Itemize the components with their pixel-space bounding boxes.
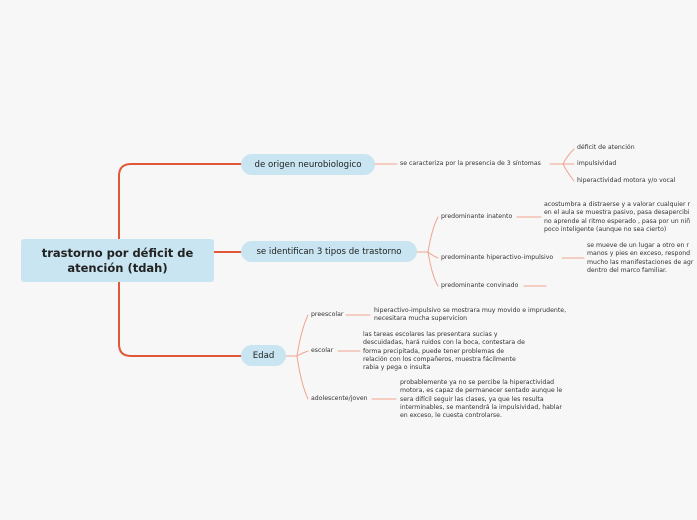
- edad-label[interactable]: adolescente/joven: [311, 395, 368, 402]
- desc-line: dentro del marco familiar.: [587, 266, 667, 274]
- desc-line: las tareas escolares las presentara sucias y: [363, 331, 498, 338]
- root-title-line-1: trastorno por déficit de: [41, 245, 194, 260]
- desc-line: interminables, se mantendrá la impulsividad, hablar: [400, 403, 562, 411]
- desc-line: acostumbra a distraerse y a valorar cualquier r: [544, 201, 691, 208]
- desc-line: manos y pies en exceso, respond: [587, 250, 691, 258]
- desc-line: probablemente ya no se percibe la hiperactividad: [400, 379, 555, 386]
- origen-subtopic[interactable]: se caracteriza por la presencia de 3 síntomas: [400, 160, 541, 167]
- desc-line: hiperactivo-impulsivo se mostrara muy movido e imprudente,: [374, 307, 567, 314]
- desc-line: poco inteligente (aunque no sea cierto): [544, 225, 667, 233]
- desc-line: sera difícil seguir las clases, ya que les resulta: [400, 395, 544, 403]
- branch-edad-label: Edad: [252, 350, 275, 361]
- edad-description[interactable]: [363, 331, 525, 372]
- desc-line: relación con los compañeros, muestra fácilmente: [363, 355, 516, 363]
- desc-line: necesitara mucha supervicion: [374, 315, 468, 323]
- edad-label[interactable]: escolar: [311, 347, 334, 354]
- edad-label[interactable]: preescolar: [311, 311, 344, 318]
- desc-line: forma precipitada, puede tener problemas de: [363, 347, 505, 355]
- desc-line: mucho las manifestaciones de agr: [587, 258, 694, 266]
- tipo-label[interactable]: predominante convinado: [441, 282, 519, 289]
- branch-tipos[interactable]: [241, 241, 417, 262]
- desc-line: en exceso, le cuesta controlarse.: [400, 412, 502, 420]
- branch-origen-label: de origen neurobiologico: [254, 159, 362, 170]
- desc-line: se mueve de un lugar a otro en r: [587, 242, 689, 249]
- desc-line: descuidadas, hará ruidos con la boca, contestara de: [363, 339, 525, 347]
- desc-line: rabia y pega o insulta: [363, 364, 431, 372]
- desc-line: no aprende al ritmo esperado , pasa por un niñ: [544, 217, 691, 225]
- edad-description[interactable]: [400, 379, 562, 420]
- tipo-description[interactable]: [587, 242, 693, 275]
- desc-line: en el aula se muestra pasivo, pasa desapercibi: [544, 209, 690, 217]
- root-title-line-2: atención (tdah): [67, 260, 168, 275]
- desc-line: motora, es capaz de permanecer sentado aunque le: [400, 387, 563, 395]
- root-topic[interactable]: [21, 239, 214, 282]
- tipo-label[interactable]: predominante hiperactivo-impulsivo: [441, 254, 554, 261]
- tipo-label[interactable]: predominante inatento: [441, 213, 513, 220]
- symptom-item[interactable]: déficit de atención: [577, 144, 635, 151]
- root-topic-text: [42, 246, 194, 276]
- branch-tipos-label: se identifican 3 tipos de trastorno: [256, 246, 402, 257]
- tipo-description[interactable]: [544, 201, 690, 234]
- edad-description[interactable]: [374, 307, 566, 324]
- branch-edad[interactable]: [241, 345, 286, 366]
- symptom-item[interactable]: impulsividad: [577, 160, 617, 167]
- symptom-item[interactable]: hiperactividad motora y/o vocal: [577, 177, 676, 184]
- branch-origen[interactable]: [241, 154, 375, 175]
